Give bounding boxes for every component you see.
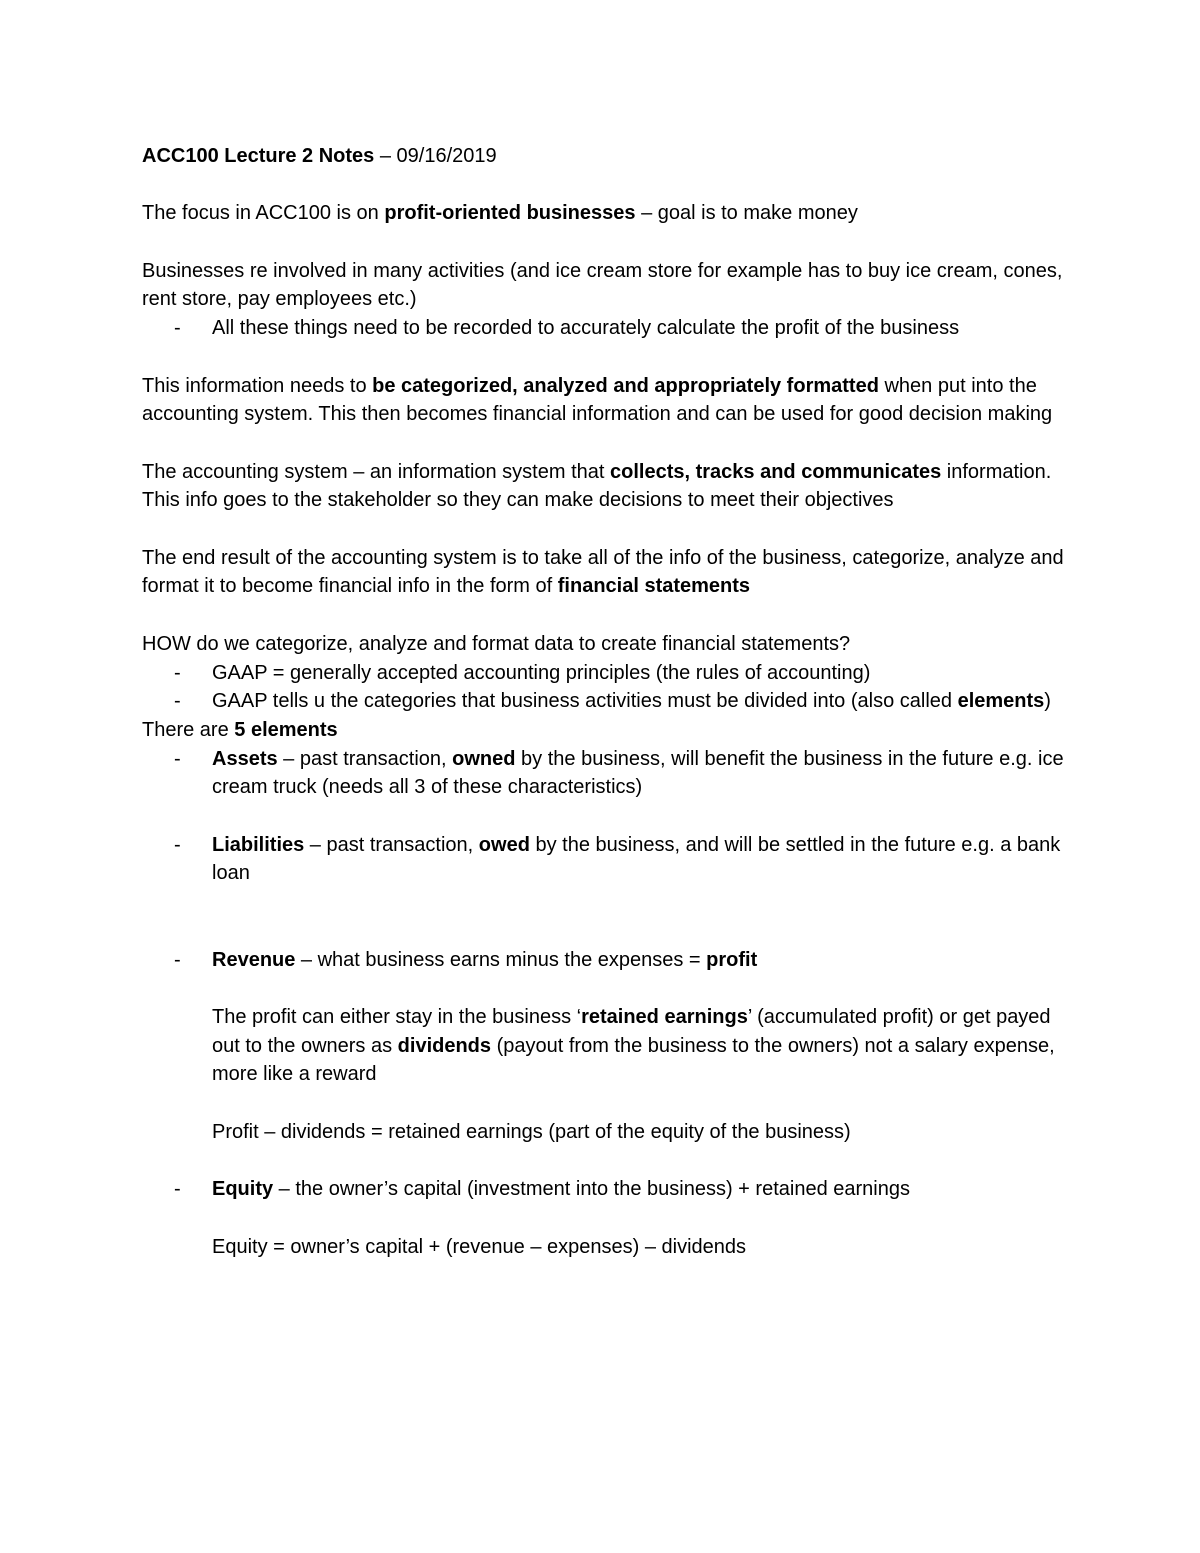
bullet-marker: -	[174, 833, 181, 856]
spacer	[142, 917, 1072, 946]
bold-run: profit	[706, 948, 758, 971]
text-run: There are	[142, 718, 235, 741]
bullet-marker: -	[174, 1178, 181, 1201]
bold-run: collects, tracks and communicates	[610, 460, 942, 483]
text-run: The focus in ACC100 is on	[142, 202, 385, 225]
bold-run: 5 elements	[234, 718, 338, 741]
page-title	[142, 142, 1072, 171]
bullet-marker: -	[174, 948, 181, 971]
list-item-revenue	[142, 946, 1072, 975]
bullet-marker: -	[174, 690, 181, 713]
list-item	[142, 659, 1072, 688]
text-run: information. This info goes to the stakeholder so they can make decisions to meet their objectives	[142, 460, 1052, 512]
list-item-equity	[142, 1175, 1072, 1204]
text-run: – what business earns minus the expenses =	[295, 948, 707, 971]
bold-run: dividends	[397, 1034, 492, 1057]
text-run: – goal is to make money	[635, 202, 858, 225]
text-run: The end result of the accounting system is to take all of the info of the business, categorize, analyze and format it to become financial info in the form of	[142, 546, 1064, 598]
text-run: – past transaction,	[304, 833, 479, 856]
bold-run: profit-oriented businesses	[384, 202, 636, 225]
text-run: )	[1044, 690, 1051, 713]
bullet-marker: -	[174, 747, 181, 770]
text-run: (payout from the business to the owners) not a salary expense, more like a reward	[212, 1034, 1055, 1086]
bold-run: retained earnings	[581, 1005, 748, 1028]
bullet-list	[142, 314, 1072, 343]
bold-run: financial statements	[557, 575, 751, 598]
list-item-text: GAAP = generally accepted accounting principles (the rules of accounting)	[212, 661, 871, 684]
element-label: Assets	[212, 747, 278, 770]
bullet-list	[142, 659, 1072, 716]
information-paragraph	[142, 372, 1072, 429]
list-item	[142, 687, 1072, 716]
text-run: The accounting system – an information system that	[142, 460, 610, 483]
focus-paragraph	[142, 199, 1072, 228]
elements-heading	[142, 716, 1072, 745]
list-item-assets	[142, 745, 1072, 802]
text-run: by the business, and will be settled in the future e.g. a bank loan	[212, 833, 1061, 885]
list-item-text: All these things need to be recorded to accurately calculate the profit of the business	[212, 317, 960, 340]
list-item-liabilities	[142, 831, 1072, 888]
element-label: Equity	[212, 1178, 274, 1201]
list-item	[142, 314, 1072, 343]
element-label: Revenue	[212, 948, 296, 971]
bold-run: be categorized, analyzed and appropriately formatted	[372, 374, 879, 397]
text-run: The profit can either stay in the business ‘	[212, 1005, 582, 1028]
elements-list	[142, 745, 1072, 975]
bold-run: owed	[478, 833, 530, 856]
how-paragraph: HOW do we categorize, analyze and format data to create financial statements?	[142, 632, 851, 655]
accounting-system-paragraph	[142, 458, 1072, 515]
bold-run: elements	[957, 690, 1045, 713]
text-run: GAAP tells u the categories that business activities must be divided into (also called	[212, 690, 958, 713]
text-run: ’ (accumulated profit) or get payed out to the owners as	[212, 1005, 1051, 1057]
document-body	[142, 142, 1072, 1261]
text-run: – past transaction,	[277, 747, 453, 770]
text-run: by the business, will benefit the business in the future e.g. ice cream truck (needs all 3 of these characteristics)	[212, 747, 1064, 799]
bullet-marker: -	[174, 661, 181, 684]
text-run: – the owner’s capital (investment into the business) + retained earnings	[273, 1178, 910, 1201]
title-date: – 09/16/2019	[374, 145, 497, 167]
equity-formula: Equity = owner’s capital + (revenue – expenses) – dividends	[212, 1235, 747, 1258]
element-label: Liabilities	[212, 833, 305, 856]
text-run: This information needs to	[142, 374, 373, 397]
profit-paragraph	[142, 1003, 1072, 1089]
elements-list-continued	[142, 1175, 1072, 1204]
text-run: when put into the accounting system. This then becomes financial information and can be used for good decision making	[142, 374, 1053, 426]
business-paragraph: Businesses re involved in many activities (and ice cream store for example has to buy ice cream, cones, rent store, pay employees etc.)	[142, 259, 1063, 311]
spacer	[142, 888, 1072, 917]
spacer	[142, 802, 1072, 831]
profit-formula: Profit – dividends = retained earnings (part of the equity of the business)	[212, 1120, 851, 1143]
bullet-marker: -	[174, 317, 181, 340]
bold-run: owned	[452, 747, 516, 770]
end-result-paragraph	[142, 544, 1072, 601]
title-bold: ACC100 Lecture 2 Notes	[142, 145, 375, 167]
